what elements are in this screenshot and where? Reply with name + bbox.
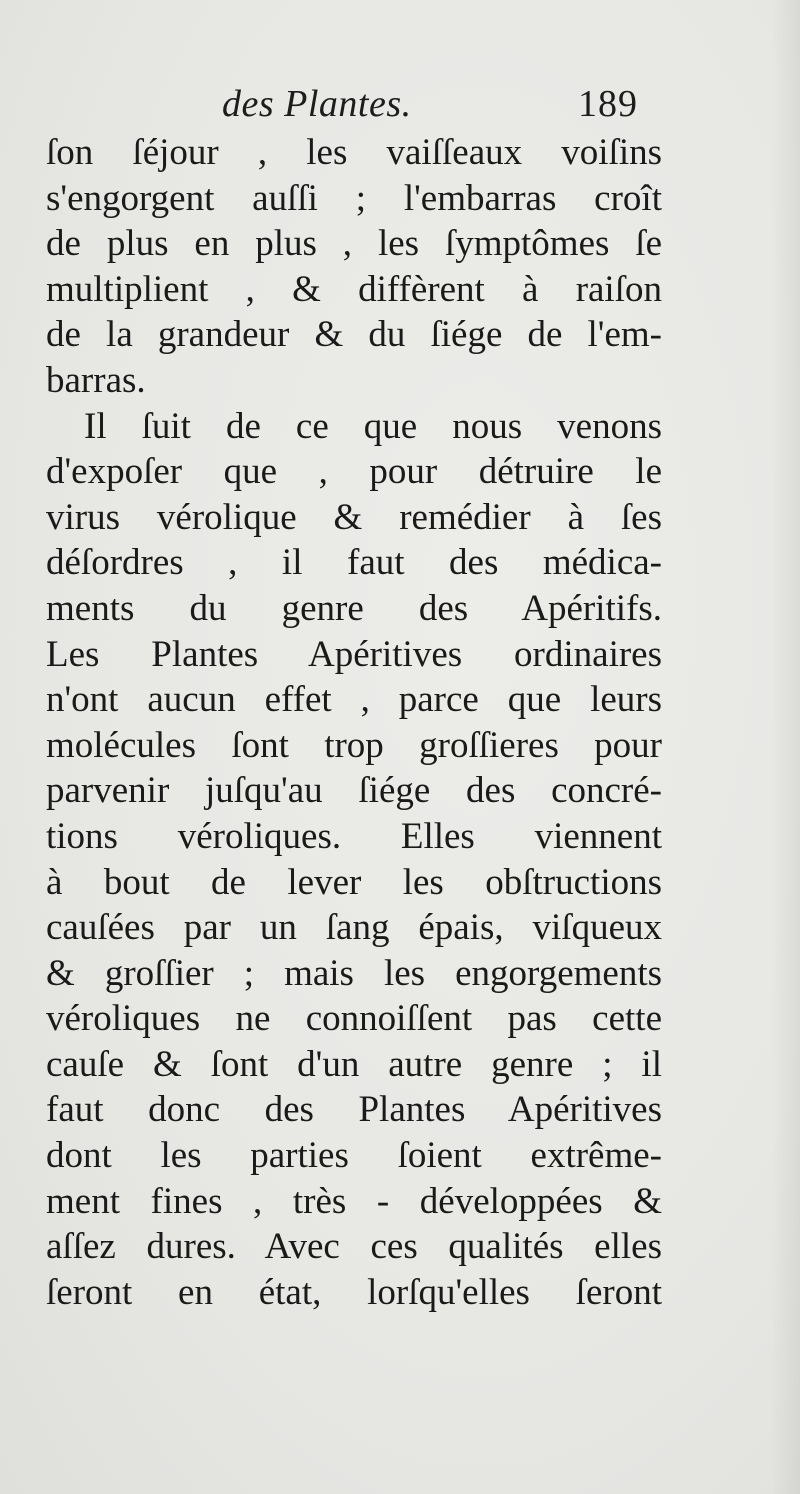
text-line: d'expoſer que , pour détruire le xyxy=(46,451,662,493)
text-line: Les Plantes Apéritives ordinaires xyxy=(46,633,662,675)
text-line: véroliques ne connoiſſent pas cette xyxy=(46,998,662,1040)
text-line: déſordres , il faut des médica- xyxy=(46,542,662,584)
text-line: barras. xyxy=(46,359,146,401)
text-line: s'engorgent auſſi ; l'embarras croît xyxy=(46,177,662,219)
running-head xyxy=(0,82,800,132)
text-line: à bout de lever les obſtructions xyxy=(46,861,662,903)
text-line: de plus en plus , les ſymptômes ſe xyxy=(46,223,662,265)
text-line: parvenir juſqu'au ſiége des concré- xyxy=(46,770,662,812)
text-line: ſeront en état, lorſqu'elles ſeront xyxy=(46,1271,662,1313)
text-line: cauſe & ſont d'un autre genre ; il xyxy=(46,1043,662,1085)
paragraph-2 xyxy=(46,404,662,1316)
text-line: n'ont aucun effet , parce que leurs xyxy=(46,679,662,721)
text-line: cauſées par un ſang épais, viſqueux xyxy=(46,907,662,949)
text-line: multiplient , & diffèrent à raiſon xyxy=(46,268,662,310)
text-line: aſſez dures. Avec ces qualités elles xyxy=(46,1226,662,1268)
text-line: virus vérolique & remédier à ſes xyxy=(46,496,662,538)
page-edge-shadow xyxy=(770,0,800,1494)
text-line: Il ſuit de ce que nous venons xyxy=(84,405,662,447)
text-line: ment fines , très - développées & xyxy=(46,1180,662,1222)
text-line: faut donc des Plantes Apéritives xyxy=(46,1089,662,1131)
text-line: & groſſier ; mais les engorgements xyxy=(46,952,662,994)
text-line: dont les parties ſoient extrême- xyxy=(46,1135,662,1177)
running-title: des Plantes. xyxy=(222,83,412,125)
text-line: molécules ſont trop groſſieres pour xyxy=(46,724,662,766)
text-line: ments du genre des Apéritifs. xyxy=(46,587,662,629)
text-line: de la grandeur & du ſiége de l'em- xyxy=(46,314,662,356)
page-number: 189 xyxy=(578,83,638,125)
paragraph-1 xyxy=(46,130,662,404)
text-line: ſon ſéjour , les vaiſſeaux voiſins xyxy=(46,132,662,173)
body-text xyxy=(46,130,662,1315)
text-line: tions véroliques. Elles viennent xyxy=(46,815,662,857)
